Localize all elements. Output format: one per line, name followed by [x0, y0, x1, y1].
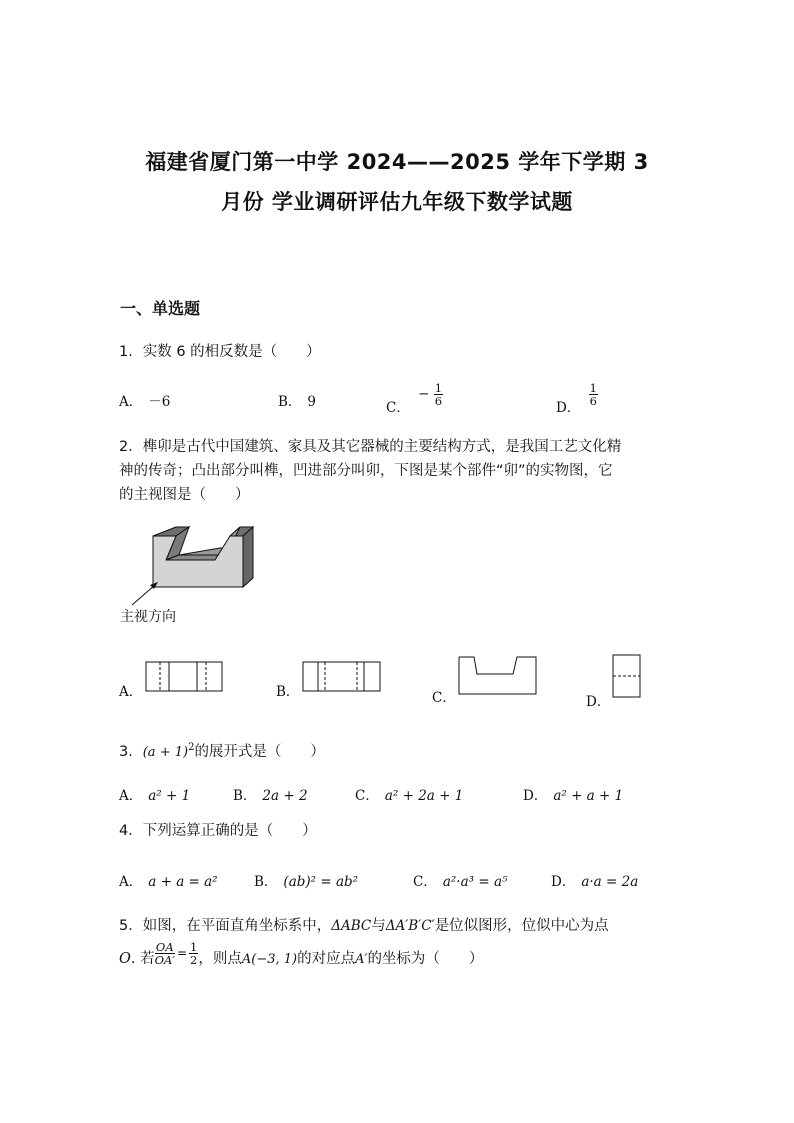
q1-d-label: D．: [556, 400, 581, 416]
q1-stem: 1．实数 6 的相反数是（ ）: [119, 344, 321, 360]
q4-d-value: a·a = 2a: [581, 874, 639, 890]
q3-a-value: a² + 1: [148, 788, 191, 804]
q1-a-value: －6: [148, 394, 171, 410]
q1-b-value: 9: [307, 394, 317, 410]
q5-text-a: 5．如图，在平面直角坐标系中，: [119, 918, 332, 934]
q3-option-b[interactable]: [233, 784, 308, 804]
q5-ratio-fraction: $\frac{OA}{OA'}$: [154, 939, 175, 967]
q4-stem: 4．下列运算正确的是（ ）: [119, 823, 317, 839]
q5-triangle-abc-prime: ΔA′B′C′: [385, 918, 435, 934]
q5-text-g: 的坐标为（ ）: [367, 951, 484, 967]
page-title-line1: 福建省厦门第一中学 2024——2025 学年下学期 3: [145, 150, 649, 174]
q4-option-a[interactable]: [119, 870, 218, 890]
q1-a-label: A．: [119, 394, 143, 410]
q5-text-e: ，则点: [198, 951, 242, 967]
q4-d-label: D．: [551, 874, 576, 890]
q2-stem-line1: 2．榫卯是古代中国建筑、家具及其它器械的主要结构方式，是我国工艺文化精: [119, 439, 622, 455]
q4-a-value: a + a = a²: [148, 874, 218, 890]
q1-d-fraction: $\frac{1}{6}$: [589, 381, 597, 408]
q2-option-a-view: [146, 662, 222, 691]
q3-option-d[interactable]: [523, 784, 623, 804]
q4-option-b[interactable]: [254, 870, 358, 890]
q3-d-label: D．: [523, 788, 548, 804]
q2-option-c-view: [459, 657, 536, 694]
q5-point-a: A(−3, 1): [241, 952, 298, 967]
q2-option-d-label[interactable]: D．: [586, 694, 611, 710]
q3-stem-rest: 的展开式是（ ）: [194, 743, 325, 760]
q5-text-b: 与: [371, 918, 386, 934]
q3-b-value: 2a + 2: [262, 788, 308, 804]
q5-text-f: 的对应点: [297, 951, 356, 967]
q4-b-value: (ab)² = ab²: [283, 874, 359, 890]
q2-option-b-label[interactable]: B．: [276, 684, 300, 700]
q5-stem-line1: [119, 913, 609, 939]
q2-option-a-label[interactable]: A．: [119, 684, 143, 700]
q5-ratio-value: $\frac{1}{2}$: [190, 939, 198, 967]
q3-option-c[interactable]: [355, 784, 463, 804]
q2-stem-line2: 神的传奇；凸出部分叫榫，凹进部分叫卯，下图是某个部件“卯”的实物图，它: [119, 463, 613, 479]
q4-a-label: A．: [119, 874, 143, 890]
section-heading: 一、单选题: [120, 299, 201, 318]
q2-option-c-label[interactable]: C．: [432, 690, 456, 706]
q5-text-c: 是位似图形，位似中心为点: [434, 918, 609, 934]
q3-c-label: C．: [355, 788, 379, 804]
q5-triangle-abc: ΔABC: [331, 918, 372, 934]
q2-option-d-view: [613, 655, 640, 697]
q2-option-b-view: [303, 662, 380, 691]
q3-d-value: a² + a + 1: [553, 788, 624, 804]
q3-exponent: 2: [188, 742, 195, 753]
q4-option-c[interactable]: [413, 870, 507, 890]
q3-expression: (a + 1): [142, 744, 189, 760]
q3-a-label: A．: [119, 788, 143, 804]
q3-option-a[interactable]: [119, 784, 190, 804]
view-direction-caption: 主视方向: [120, 609, 176, 625]
q5-stem-line2: O. 若 $\frac{OA}{OA'}$ = $\frac{1}{2}$ ，则点A(−3, 1)的对应点A′的坐标为（ ）: [119, 939, 484, 967]
q4-option-d[interactable]: [551, 870, 638, 890]
q1-b-label: B．: [278, 394, 302, 410]
q3-c-value: a² + 2a + 1: [384, 788, 464, 804]
q4-b-label: B．: [254, 874, 278, 890]
q4-c-value: a²·a³ = a⁵: [442, 874, 508, 890]
q5-point-a-prime: A′: [355, 952, 368, 967]
q1-c-fraction: $\frac{1}{6}$: [434, 381, 443, 408]
q5-point-o: O: [119, 951, 131, 967]
page-title-line2: 月份 学业调研评估九年级下数学试题: [221, 190, 573, 214]
q3-b-label: B．: [233, 788, 257, 804]
q2-stem-line3: 的主视图是（ ）: [119, 487, 250, 503]
q3-stem: 3．$(a + 1)^2$的展开式是（ ）: [119, 742, 325, 760]
q1-c-label: C．: [386, 400, 410, 416]
q1-c-sign: −: [418, 386, 430, 402]
q5-text-d: . 若: [130, 951, 155, 967]
q4-c-label: C．: [413, 874, 437, 890]
